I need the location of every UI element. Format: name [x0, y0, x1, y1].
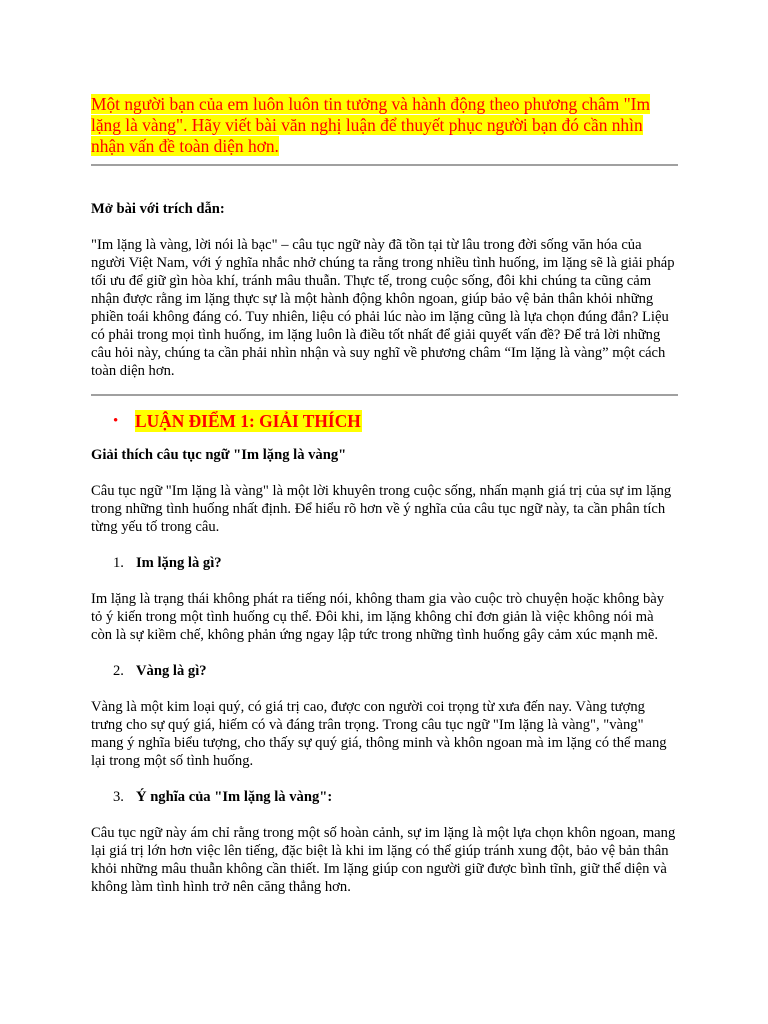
item-label: Vàng là gì? [136, 663, 207, 679]
document-page [91, 94, 678, 896]
item-number: 1. [113, 555, 124, 571]
numbered-heading-1 [91, 554, 678, 572]
numbered-heading-2 [91, 662, 678, 680]
item-number: 3. [113, 789, 124, 805]
item-number: 2. [113, 663, 124, 679]
intro-heading: Mở bài với trích dẫn: [91, 201, 225, 217]
numbered-heading-3 [91, 788, 678, 806]
item-label: Im lặng là gì? [136, 555, 222, 571]
bullet-icon: • [113, 412, 119, 429]
essay-prompt-title [91, 94, 678, 157]
section1-heading [91, 410, 678, 432]
item-3-paragraph: Câu tục ngữ này ám chỉ rằng trong một số hoàn cảnh, sự im lặng là một lựa chọn khôn ngoan, mang lại giá trị lớn hơn việc lên tiếng, đặc biệt là khi im lặng có thể giúp tránh xung đột, bảo vệ bản thân khỏi những mâu thuẫn không cần thiết. Im lặng giúp con người giữ được bình tĩnh, giữ thể diện và không làm tình hình trở nên căng thẳng hơn. [91, 825, 676, 895]
item-2-paragraph: Vàng là một kim loại quý, có giá trị cao, được con người coi trọng từ xưa đến nay. Vàng tượng trưng cho sự quý giá, hiếm có và đáng trân trọng. Trong câu tục ngữ "Im lặng là vàng", "vàng" mang ý nghĩa biểu tượng, cho thấy sự quý giá, thông minh và khôn ngoan mà im lặng có thể mang lại trong một số tình huống. [91, 699, 667, 769]
section1-heading-text: LUẬN ĐIỂM 1: GIẢI THÍCH [135, 411, 361, 431]
section1-subheading: Giải thích câu tục ngữ "Im lặng là vàng" [91, 447, 347, 463]
section1-paragraph: Câu tục ngữ "Im lặng là vàng" là một lời khuyên trong cuộc sống, nhấn mạnh giá trị của sự im lặng trong những tình huống nhất định. Để hiểu rõ hơn về ý nghĩa của câu tục ngữ này, ta cần phân tích từng yếu tố trong câu. [91, 483, 672, 535]
item-label: Ý nghĩa của "Im lặng là vàng": [136, 789, 333, 805]
intro-paragraph: "Im lặng là vàng, lời nói là bạc" – câu tục ngữ này đã tồn tại từ lâu trong đời sống văn hóa của người Việt Nam, với ý nghĩa nhắc nhở chúng ta rằng trong nhiều tình huống, im lặng sẽ là giải pháp tối ưu để giữ gìn hòa khí, tránh mâu thuẫn. Thực tế, trong cuộc sống, đôi khi chúng ta cũng cảm nhận được rằng im lặng thực sự là một hành động khôn ngoan, giúp bảo vệ bản thân khỏi những phiền toái không đáng có. Tuy nhiên, liệu có phải lúc nào im lặng cũng là lựa chọn đúng đắn? Liệu có phải trong mọi tình huống, im lặng luôn là điều tốt nhất để giải quyết vấn đề? Để trả lời những câu hỏi này, chúng ta cần phải nhìn nhận và suy nghĩ về phương châm “Im lặng là vàng” một cách toàn diện hơn. [91, 237, 675, 379]
essay-prompt-title-text: Một người bạn của em luôn luôn tin tưởng và hành động theo phương châm "Im lặng là vàng". Hãy viết bài văn nghị luận để thuyết phục người bạn đó cần nhìn nhận vấn đề toàn diện hơn. [91, 94, 650, 156]
item-1-paragraph: Im lặng là trạng thái không phát ra tiếng nói, không tham gia vào cuộc trò chuyện hoặc không bày tỏ ý kiến trong một tình huống cụ thể. Đôi khi, im lặng không chỉ đơn giản là việc không nói mà còn là sự kiềm chế, không phản ứng ngay lập tức trong những tình huống gây cảm xúc mạnh mẽ. [91, 591, 665, 643]
